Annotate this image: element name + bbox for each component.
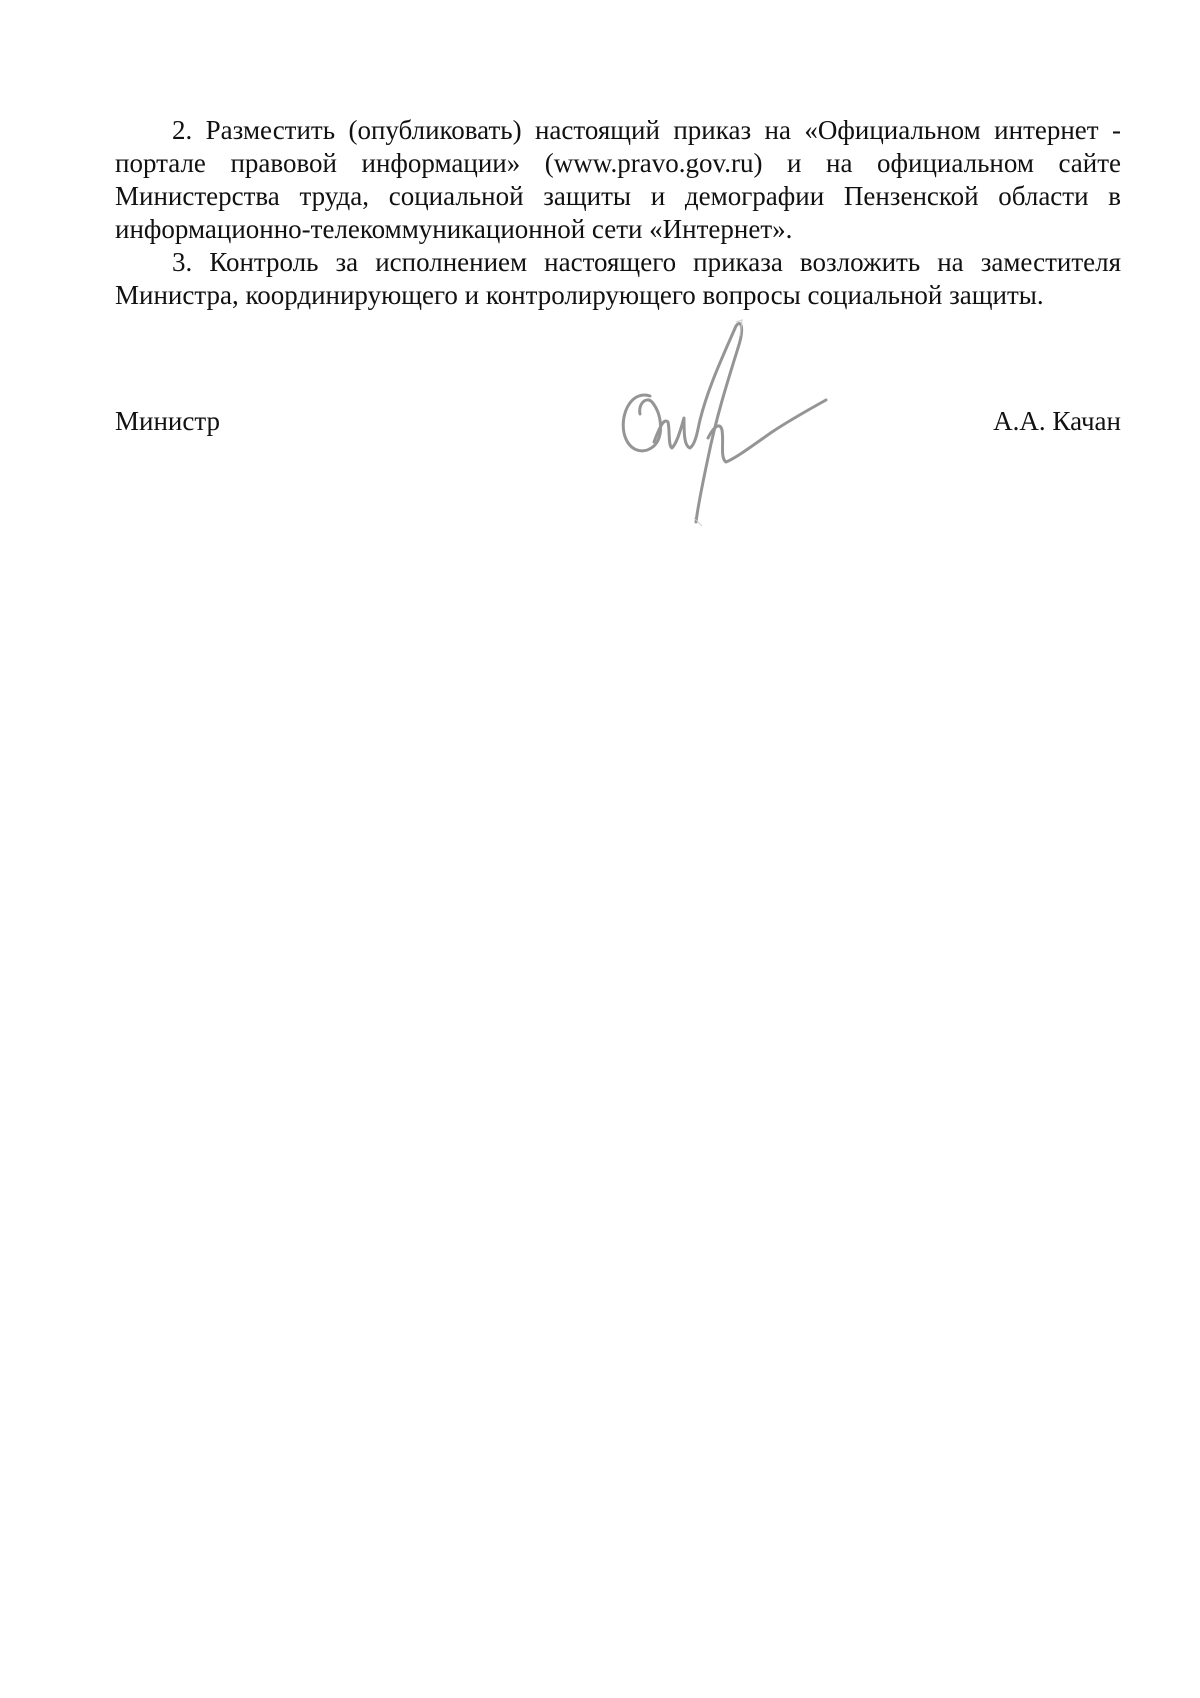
handwritten-signature-icon (612, 318, 832, 528)
document-body (115, 114, 1121, 312)
paragraph-publication: 2. Разместить (опубликовать) настоящий приказ на «Официальном интернет - портале правовой информации» (www.pravo.gov.ru) и на официальном сайте Министерства труда, социальной защиты и демографии Пензенской области в информационно-телекоммуникационной сети «Интернет». (115, 115, 1121, 244)
paragraph-control: 3. Контроль за исполнением настоящего приказа возложить на заместителя Министра, координирующего и контролирующего вопросы социальной защиты. (115, 247, 1121, 310)
signatory-title: Министр (115, 406, 220, 436)
signatory-name: А.А. Качан (993, 406, 1121, 436)
